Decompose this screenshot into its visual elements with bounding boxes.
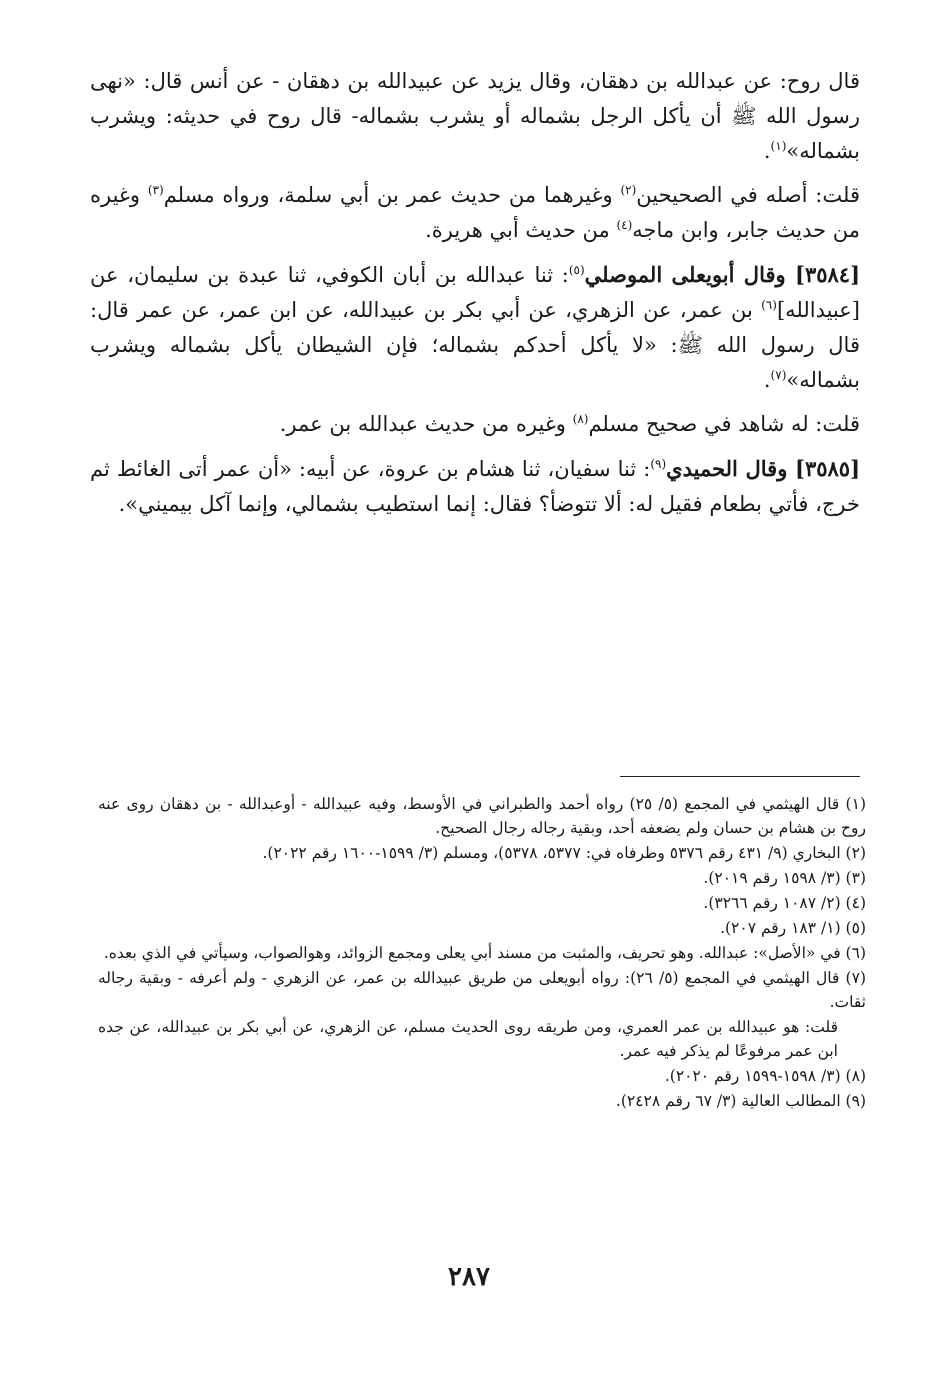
paragraph-1	[90, 64, 860, 169]
paragraph-text: بن عمر، عن الزهري، عن أبي بكر بن عبيدالله، عن ابن عمر، عن عمر قال: قال رسول الله ﷺ: «لا يأكل أحدكم بشماله؛ فإن الشيطان يأكل بشماله ويشرب بشماله»	[90, 298, 860, 392]
footnote-marker: (٢)	[620, 183, 637, 197]
narrator-attribution: وقال الحميدي	[666, 456, 795, 481]
hadith-3585	[90, 451, 860, 522]
footnote-marker: (٩)	[650, 457, 667, 471]
punctuation: .	[763, 368, 771, 392]
footnotes	[98, 792, 866, 1114]
footnote-7: (٧) قال الهيثمي في المجمع (٥/ ٢٦): رواه أبويعلى من طريق عبيدالله بن عمر، عن الزهري - ولم أعرفه - وبقية رجاله ثقات.	[98, 969, 866, 1011]
narrator-attribution: وقال أبويعلى الموصلي	[584, 262, 795, 287]
footnote-marker: (١)	[770, 139, 787, 153]
footnote-3: (٣) (٣/ ١٥٩٨ رقم ٢٠١٩).	[703, 869, 866, 887]
footnote-marker: (٥)	[568, 263, 585, 277]
footnote-1: (١) قال الهيثمي في المجمع (٥/ ٢٥) رواه أحمد والطبراني في الأوسط، وفيه عبيدالله - أوعبدالله - بن دهقان روى عنه روح بن هشام بن حسان ولم يضعفه أحد، وبقية رجاله رجال الصحيح.	[98, 795, 866, 837]
paragraph-text: وغيره من حديث عبدالله بن عمر.	[279, 412, 573, 436]
footnote-marker: (٤)	[616, 218, 633, 232]
paragraph-text: قلت: له شاهد في صحيح مسلم	[588, 412, 860, 436]
footnote-7-continuation: قلت: هو عبيدالله بن عمر العمري، ومن طريقه روى الحديث مسلم، عن الزهري، عن أبي بكر بن عبيدالله، عن جده ابن عمر مرفوعًا لم يذكر فيه عمر.	[98, 1018, 838, 1060]
hadith-3584	[90, 257, 860, 398]
hadith-number: [٣٥٨٥]	[795, 456, 860, 481]
punctuation: .	[763, 139, 771, 163]
paragraph-text: قال روح: عن عبدالله بن دهقان، وقال يزيد عن عبيدالله بن دهقان - عن أنس قال: «نهى رسول الله ﷺ أن يأكل الرجل بشماله أو يشرب بشماله- قال روح في حديثه: ويشرب بشماله»	[90, 69, 860, 163]
paragraph-text: : ثنا سفيان، ثنا هشام بن عروة، عن أبيه: «أن عمر أتى الغائط ثم خرج، فأتي بطعام فقيل له: ألا تتوضأ؟ فقال: إنما استطيب بشمالي، وإنما آكل بيميني».	[90, 457, 860, 516]
paragraph-text: : ثنا عبدالله بن أبان الكوفي، ثنا عبدة بن سليمان، عن [عبيدالله]	[90, 263, 860, 322]
footnote-5: (٥) (١/ ١٨٣ رقم ٢٠٧).	[720, 919, 866, 937]
paragraph-text: قلت: أصله في الصحيحين	[636, 183, 860, 207]
paragraph-text: وغيره من حديث جابر، وابن ماجه	[90, 183, 860, 242]
footnote-marker: (٣)	[147, 183, 164, 197]
footnote-8: (٨) (٣/ ١٥٩٨-١٥٩٩ رقم ٢٠٢٠).	[664, 1067, 866, 1085]
footnote-marker: (٦)	[761, 298, 777, 312]
paragraph-text: من حديث أبي هريرة.	[425, 218, 617, 242]
footnote-divider	[620, 776, 860, 777]
hadith-number: [٣٥٨٤]	[795, 262, 860, 287]
main-text	[90, 64, 860, 531]
paragraph-text: وغيرهما من حديث عمر بن أبي سلمة، ورواه مسلم	[163, 183, 621, 207]
footnote-marker: (٧)	[770, 368, 787, 382]
footnote-9: (٩) المطالب العالية (٣/ ٦٧ رقم ٢٤٢٨).	[615, 1092, 866, 1110]
footnote-6: (٦) في «الأصل»: عبدالله. وهو تحريف، والمثبت من مسند أبي يعلى ومجمع الزوائد، وهوالصواب، وسيأتي في الذي بعده.	[103, 944, 866, 962]
footnote-4: (٤) (٢/ ١٠٨٧ رقم ٣٢٦٦).	[703, 894, 866, 912]
footnote-marker: (٨)	[572, 412, 589, 426]
footnote-2: (٢) البخاري (٩/ ٤٣١ رقم ٥٣٧٦ وطرفاه في: ٥٣٧٧، ٥٣٧٨)، ومسلم (٣/ ١٥٩٩-١٦٠٠ رقم ٢٠٢٢).	[262, 844, 866, 862]
page-number: ٢٨٧	[448, 1262, 490, 1292]
paragraph-4	[90, 407, 860, 442]
paragraph-2	[90, 178, 860, 248]
